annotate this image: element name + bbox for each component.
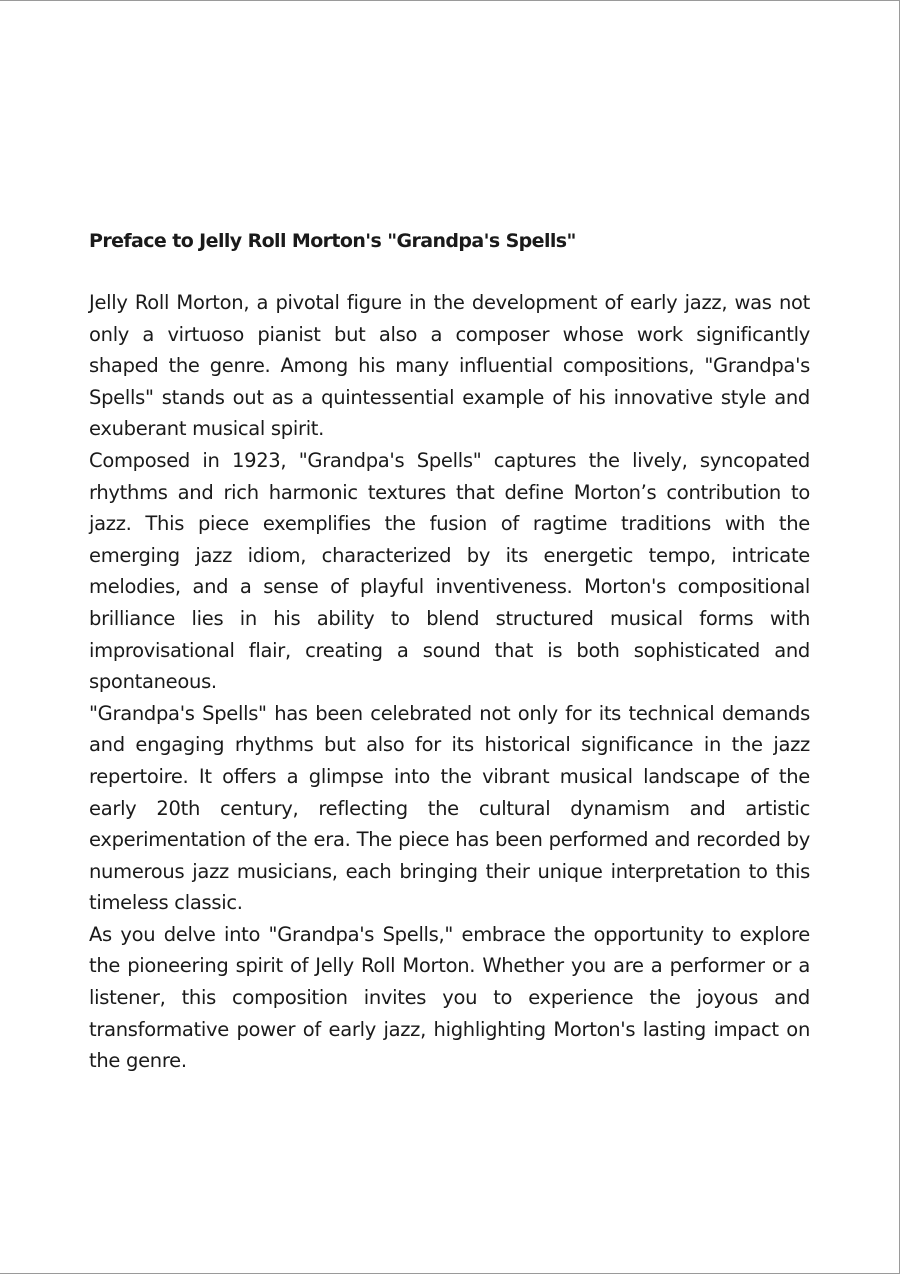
paragraph-4: As you delve into "Grandpa's Spells," embrace the opportunity to explore the pioneering spirit of Jelly Roll Morton. Whether you are a performer or a listener, this composition invites you to experience the joyous and transformative power of early jazz, highlighting Morton's lasting impact on the genre.	[89, 922, 810, 1073]
paragraph-2: Composed in 1923, "Grandpa's Spells" captures the lively, syncopated rhythms and rich harmonic textures that define Morton’s contribution to jazz. This piece exemplifies the fusion of ragtime traditions with the emerging jazz idiom, characterized by its energetic tempo, intricate melodies, and a sense of playful inventiveness. Morton's compositional brilliance lies in his ability to blend structured musical forms with improvisational flair, creating a sound that is both sophisticated and spontaneous.	[89, 448, 810, 694]
paragraph-1: Jelly Roll Morton, a pivotal figure in the development of early jazz, was not only a virtuoso pianist but also a composer whose work significantly shaped the genre. Among his many influential compositions, "Grandpa's Spells" stands out as a quintessential example of his innovative style and exuberant musical spirit.	[89, 291, 810, 441]
paragraph-3: "Grandpa's Spells" has been celebrated not only for its technical demands and engaging rhythms but also for its historical significance in the jazz repertoire. It offers a glimpse into the vibrant musical landscape of the early 20th century, reflecting the cultural dynamism and artistic experimentation of the era. The piece has been performed and recorded by numerous jazz musicians, each bringing their unique interpretation to this timeless classic.	[89, 701, 810, 915]
preface-title: Preface to Jelly Roll Morton's "Grandpa's Spells"	[89, 230, 576, 252]
preface-body	[89, 287, 810, 1077]
preface-content	[89, 227, 810, 1077]
